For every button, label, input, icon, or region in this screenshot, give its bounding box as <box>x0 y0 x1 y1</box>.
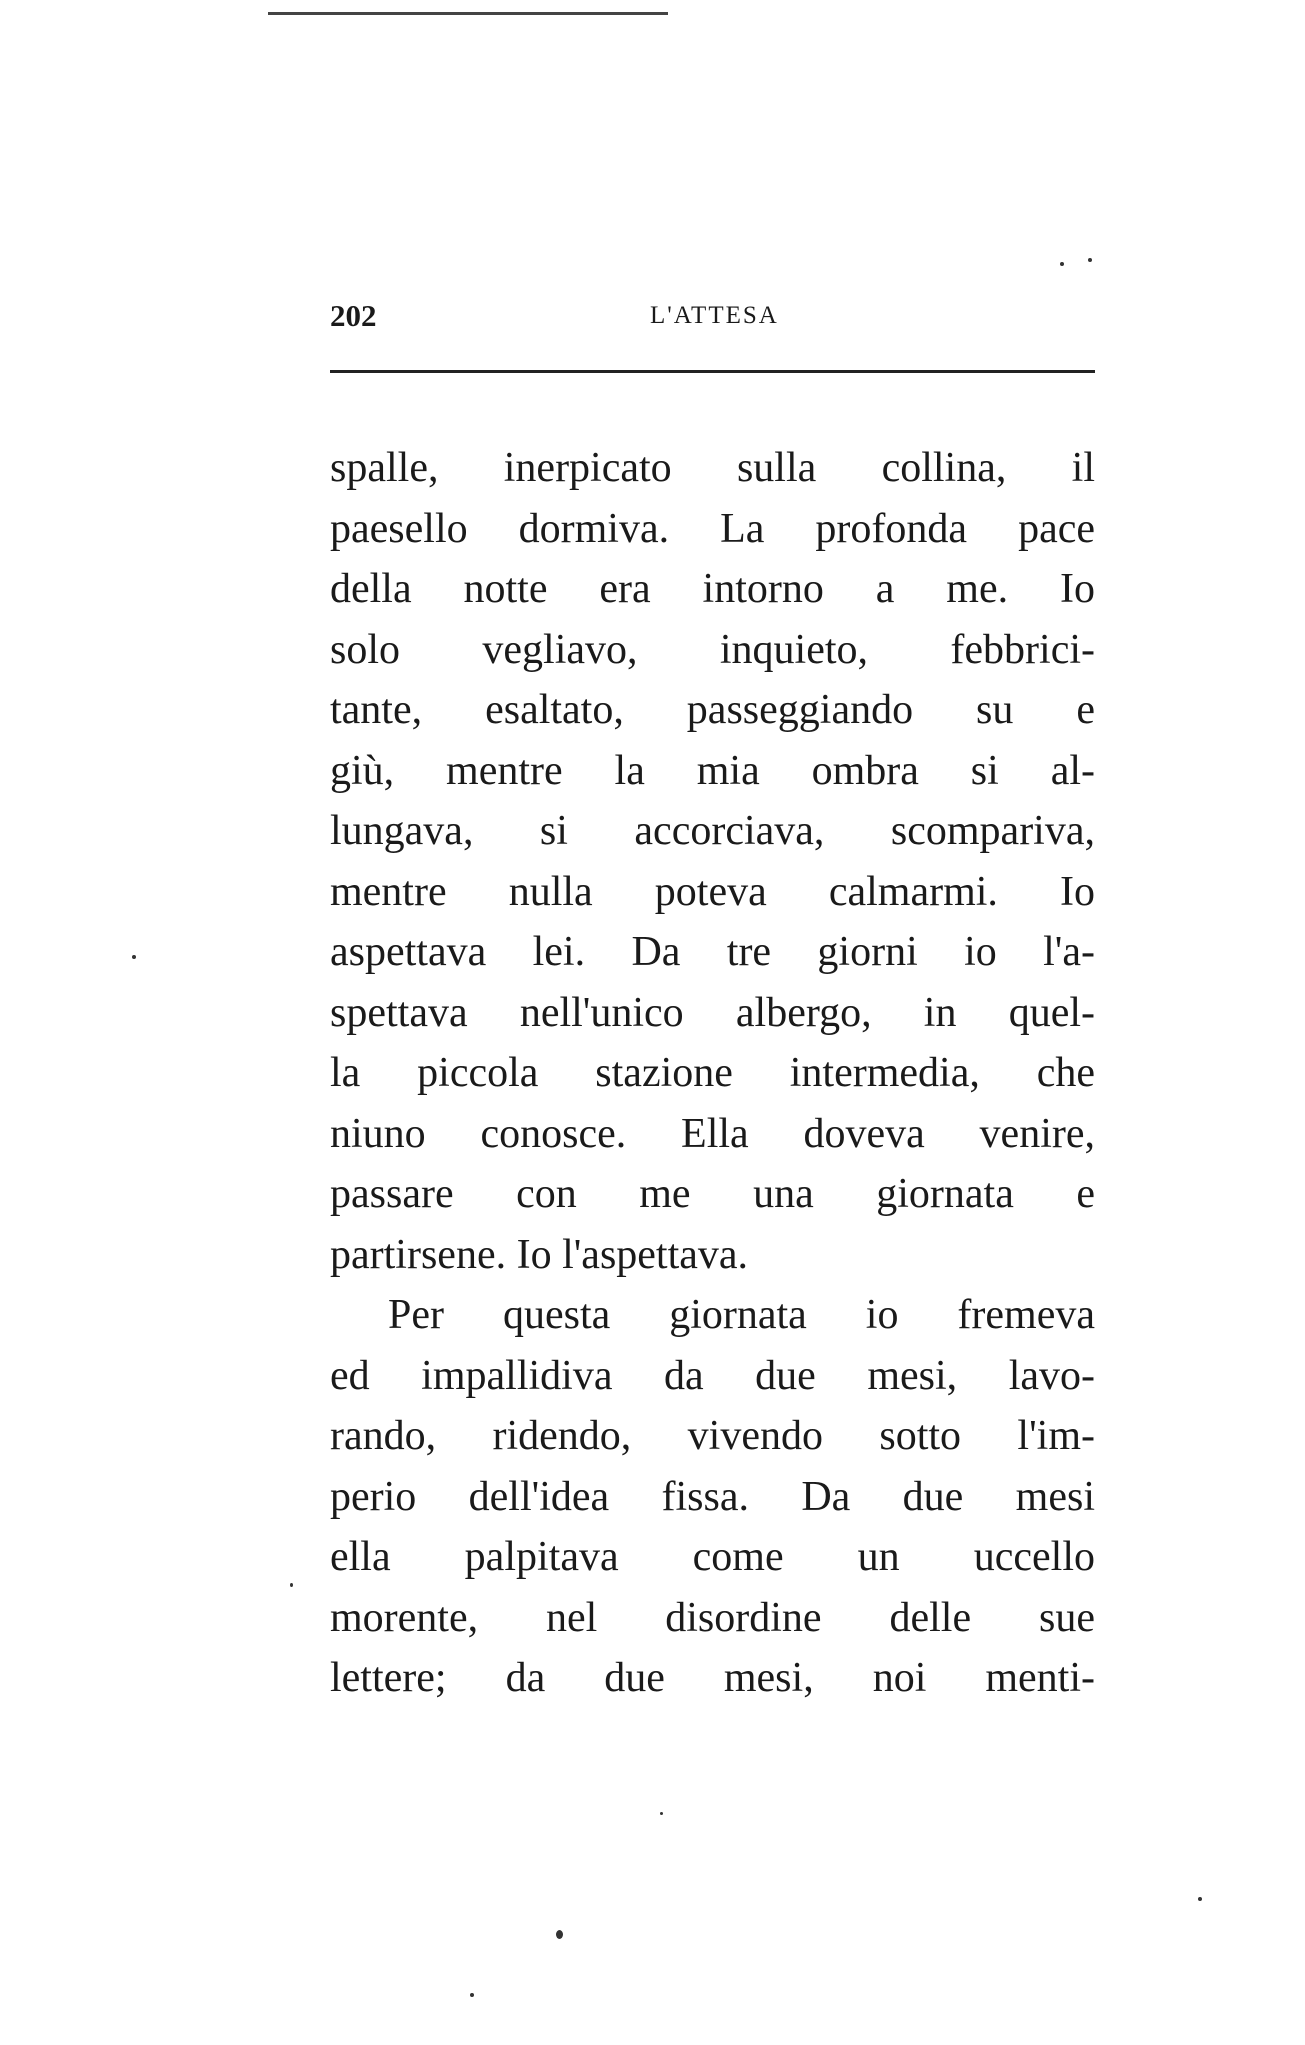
text-line: tante, esaltato, passeggiando su e <box>330 687 1095 733</box>
text-line: partirsene. Io l'aspettava. <box>330 1231 749 1278</box>
text-line: paesello dormiva. La profonda pace <box>330 505 1095 552</box>
text-line: spettava nell'unico albergo, in quel- <box>330 989 1095 1036</box>
text-line: perio dell'idea fissa. Da due mesi <box>330 1473 1095 1520</box>
paragraph-2 <box>330 1285 1095 1709</box>
text-line: giù, mentre la mia ombra si al- <box>330 747 1095 794</box>
paragraph-1 <box>330 438 1095 1285</box>
text-line: morente, nel disordine delle sue <box>330 1594 1095 1641</box>
scan-speck <box>290 1583 293 1587</box>
body-text <box>330 438 1095 1709</box>
text-line: rando, ridendo, vivendo sotto l'im- <box>330 1413 1095 1459</box>
scan-speck <box>660 1812 663 1815</box>
text-line: ella palpitava come un uccello <box>330 1534 1095 1580</box>
scan-speck <box>132 955 136 959</box>
text-line: Per questa giornata io fremeva <box>388 1292 1095 1338</box>
text-line: lungava, si accorciava, scompariva, <box>330 808 1095 854</box>
scan-speck <box>1060 262 1064 266</box>
scan-speck <box>556 1930 563 1939</box>
page-number: 202 <box>330 298 377 333</box>
text-line: niuno conosce. Ella doveva venire, <box>330 1110 1095 1157</box>
text-line: passare con me una giornata e <box>330 1171 1095 1217</box>
top-edge-rule <box>268 12 668 15</box>
text-line: aspettava lei. Da tre giorni io l'a- <box>330 929 1095 975</box>
text-line: della notte era intorno a me. Io <box>330 566 1095 612</box>
text-line: lettere; da due mesi, noi menti- <box>330 1655 1095 1701</box>
text-line: la piccola stazione intermedia, che <box>330 1050 1095 1096</box>
header-rule <box>330 370 1095 373</box>
scan-speck <box>1198 1897 1202 1901</box>
scan-speck <box>470 1993 474 1997</box>
text-line: ed impallidiva da due mesi, lavo- <box>330 1352 1095 1399</box>
running-title: L'ATTESA <box>650 302 779 329</box>
page-header <box>330 298 1095 338</box>
text-line: mentre nulla poteva calmarmi. Io <box>330 868 1095 915</box>
text-line: spalle, inerpicato sulla collina, il <box>330 445 1095 491</box>
scan-speck <box>1088 258 1092 262</box>
text-line: solo vegliavo, inquieto, febbrici- <box>330 626 1095 673</box>
